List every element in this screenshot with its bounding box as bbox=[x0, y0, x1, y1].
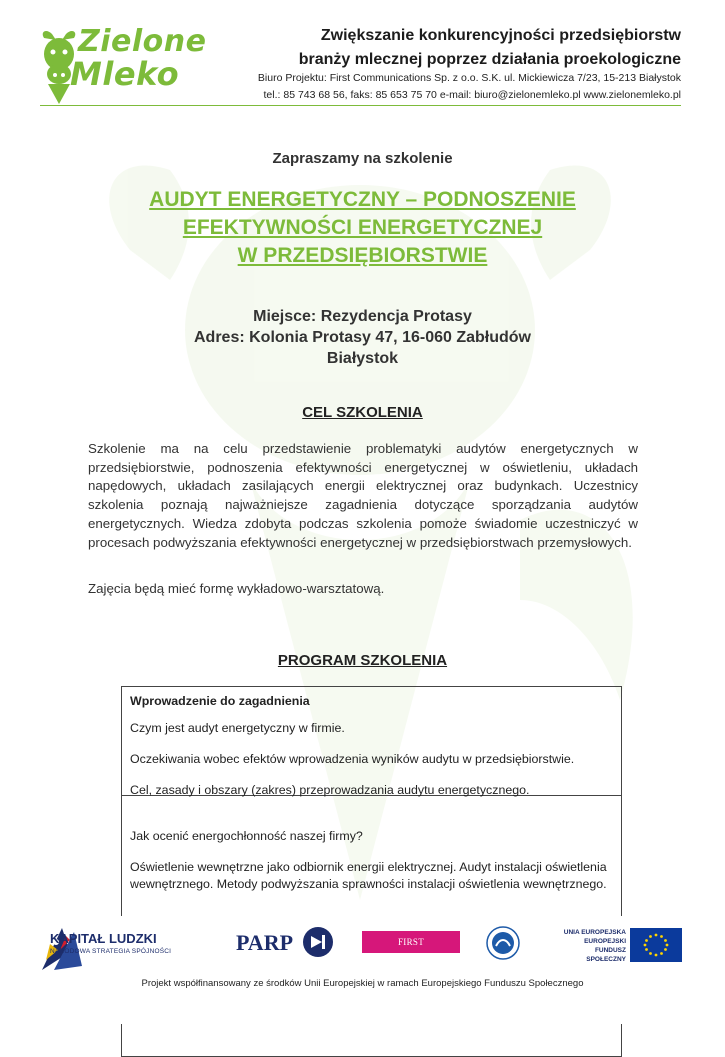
program-item: Oświetlenie wewnętrzne jako odbiornik energii elektrycznej. Audyt instalacji oświetlenia wewnętrznego. Metody podwyższania sprawności instalacji oświetlenia wewnętrznego. bbox=[130, 860, 607, 891]
seal-icon bbox=[486, 926, 520, 960]
eu-text bbox=[556, 928, 626, 964]
project-contact: tel.: 85 743 68 56, faks: 85 653 75 70 e-mail: biuro@zielonemleko.pl www.zielonemleko.pl bbox=[263, 89, 681, 101]
parp-arrow-icon bbox=[302, 926, 334, 958]
program-row-title: Wprowadzenie do zagadnienia bbox=[130, 694, 310, 708]
training-title-line-2: EFEKTYWNOŚCI ENERGETYCZNEJ bbox=[182, 216, 543, 239]
training-title bbox=[0, 186, 725, 270]
logo-wordmark-top: Zielone bbox=[78, 24, 207, 59]
logo-wordmark-bottom: Mleko bbox=[70, 55, 180, 93]
eu-text-line-1: UNIA EUROPEJSKA bbox=[563, 929, 626, 936]
venue-block bbox=[0, 306, 725, 369]
first-communications-logo: FIRST COMMUNICATIONS bbox=[362, 931, 460, 953]
cofinancing-note: Projekt współfinansowany ze środków Unii Europejskiej w ramach Europejskiego Funduszu Społecznego bbox=[141, 978, 584, 989]
program-heading: PROGRAM SZKOLENIA bbox=[277, 652, 448, 669]
training-title-line-1: AUDYT ENERGETYCZNY – PODNOSZENIE bbox=[149, 188, 576, 211]
format-paragraph: Zajęcia będą mieć formę wykładowo-warsztatową. bbox=[88, 581, 385, 596]
kapital-ludzki-name: KAPITAŁ LUDZKI bbox=[50, 931, 157, 946]
eu-text-line-3: FUNDUSZ SPOŁECZNY bbox=[586, 947, 626, 963]
header-divider bbox=[40, 105, 681, 106]
kapital-ludzki-subtitle: NARODOWA STRATEGIA SPÓJNOŚCI bbox=[50, 948, 172, 955]
program-item: Czym jest audyt energetyczny w firmie. bbox=[130, 721, 345, 735]
venue-city: Białystok bbox=[326, 350, 399, 367]
venue-name: Miejsce: Rezydencja Protasy bbox=[253, 308, 472, 325]
program-item: Cel, zasady i obszary (zakres) przeprowadzania audytu energetycznego. bbox=[130, 783, 530, 797]
project-office-address: Biuro Projektu: First Communications Sp. z o.o. S.K. ul. Mickiewicza 7/23, 15-213 Białystok bbox=[257, 72, 681, 84]
program-row bbox=[122, 687, 621, 796]
goal-heading: CEL SZKOLENIA bbox=[302, 404, 423, 421]
parp-logo: PARP bbox=[236, 930, 294, 955]
invite-text: Zapraszamy na szkolenie bbox=[272, 150, 453, 167]
project-title-line-2: branży mlecznej poprzez działania proekologiczne bbox=[298, 51, 681, 68]
footer bbox=[0, 916, 725, 1024]
eu-text-line-2: EUROPEJSKI bbox=[584, 938, 626, 945]
goal-paragraph: Szkolenie ma na celu przedstawienie problematyki audytów energetycznych w przedsiębiorstwie, podnoszenia efektywności energetycznej w oświetleniu, układach napędowych, układach zasilających energii elektrycznej oraz budynkach. Uczestnicy szkolenia poznają najważniejsze zagadnienia dotyczące sporządzania audytów energetycznych. Wiedza zdobyta podczas szkolenia pomoże świadomie uczestniczyć w procesach podwyższania efektywności energetycznej w przedsiębiorstwach przemysłowych. bbox=[88, 441, 638, 550]
project-title bbox=[299, 24, 681, 72]
project-title-line-1: Zwiększanie konkurencyjności przedsiębiorstw bbox=[320, 27, 681, 44]
program-item: Oczekiwania wobec efektów wprowadzenia wyników audytu w przedsiębiorstwie. bbox=[130, 752, 575, 766]
training-title-line-3: W PRZEDSIĘBIORSTWIE bbox=[237, 244, 488, 267]
kapital-ludzki-logo-icon bbox=[40, 922, 200, 972]
program-item: Jak ocenić energochłonność naszej firmy? bbox=[130, 829, 363, 843]
venue-address: Adres: Kolonia Protasy 47, 16-060 Zabłudów bbox=[194, 329, 531, 346]
eu-flag-icon bbox=[630, 928, 682, 962]
